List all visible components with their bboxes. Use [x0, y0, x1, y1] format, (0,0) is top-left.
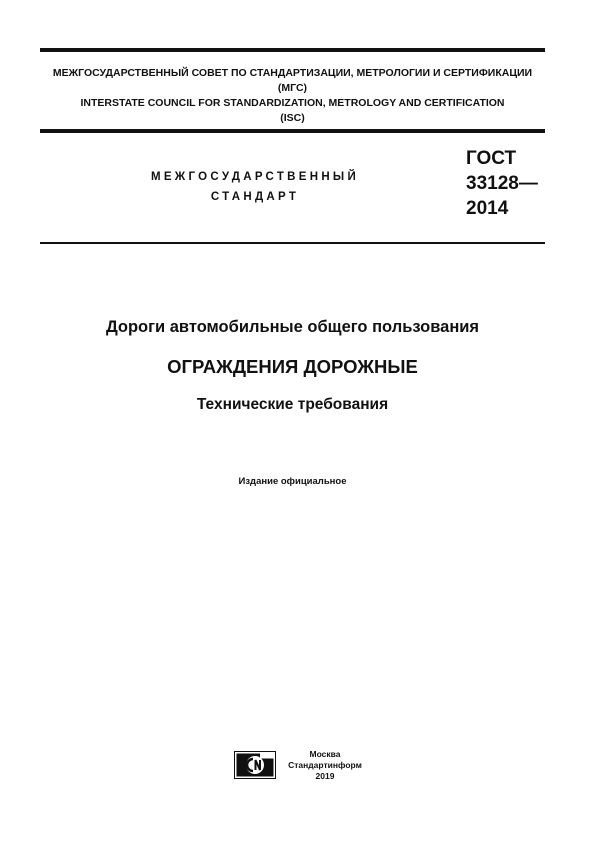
standard-kind-line1: МЕЖГОСУДАРСТВЕННЫЙ	[150, 171, 360, 183]
council-ru: МЕЖГОСУДАРСТВЕННЫЙ СОВЕТ ПО СТАНДАРТИЗАЦИИ, МЕТРОЛОГИИ И СЕРТИФИКАЦИИ	[52, 67, 533, 79]
header-rule	[40, 129, 545, 133]
standard-kind-line2: СТАНДАРТ	[210, 191, 300, 203]
publisher-city: Москва	[309, 749, 341, 759]
standard-code	[466, 146, 538, 221]
edition-label: Издание официальное	[238, 476, 347, 487]
council-en: INTERSTATE COUNCIL FOR STANDARDIZATION, METROLOGY AND CERTIFICATION	[80, 97, 505, 109]
standard-code-line2: 33128—	[466, 173, 538, 194]
council-en-abbr: (ISC)	[280, 112, 305, 124]
mid-rule	[40, 242, 545, 244]
publisher-block	[285, 749, 365, 782]
standartinform-logo-icon	[234, 751, 276, 779]
document-title-line2: ОГРАЖДЕНИЯ ДОРОЖНЫЕ	[167, 356, 418, 377]
top-rule	[40, 48, 545, 52]
document-title-line1: Дороги автомобильные общего пользования	[105, 318, 480, 336]
document-title-line3: Технические требования	[196, 396, 389, 413]
standard-code-line1: ГОСТ	[466, 148, 517, 169]
publisher-year: 2019	[315, 771, 335, 781]
publisher-name: Стандартинформ	[288, 760, 362, 770]
standard-code-line3: 2014	[466, 198, 509, 219]
council-ru-abbr: (МГС)	[277, 82, 308, 94]
